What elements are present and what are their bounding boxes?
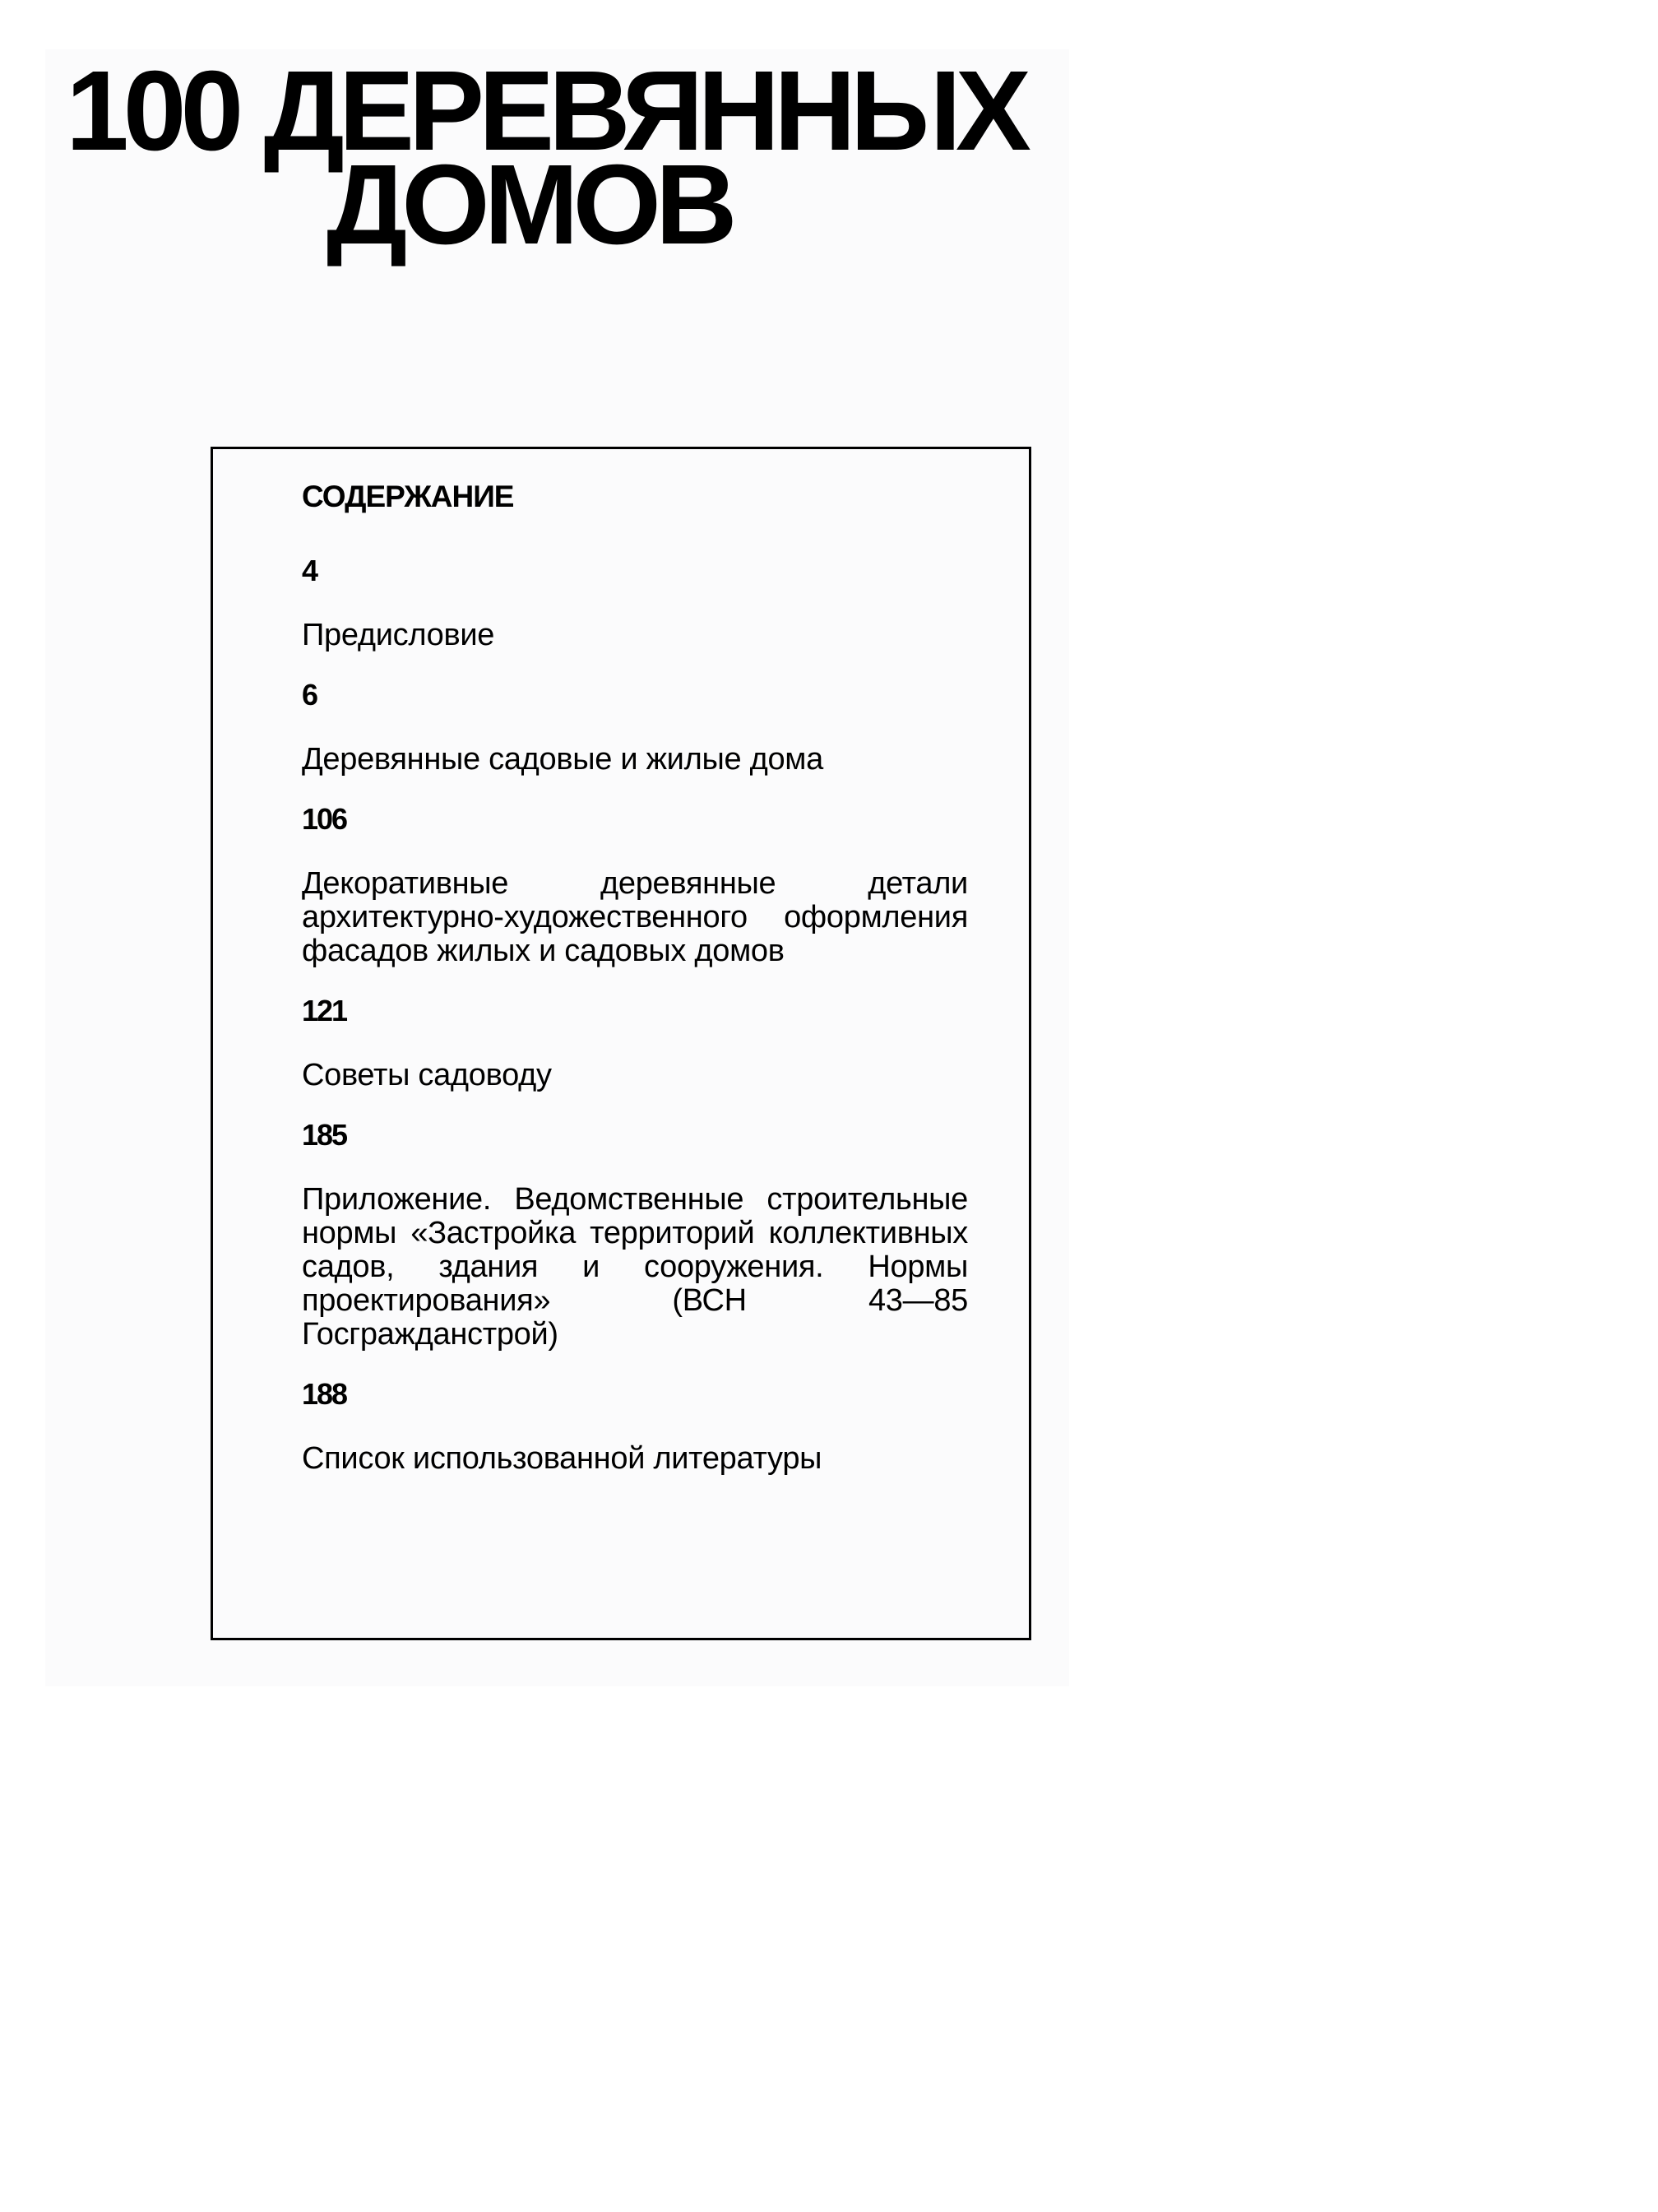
toc-entry-title: Советы садоводу: [302, 1058, 552, 1092]
table-of-contents: [211, 447, 1031, 1640]
toc-entry-houses: [302, 679, 968, 777]
toc-entry-bibliography: [302, 1378, 968, 1476]
toc-content: [302, 479, 968, 1502]
toc-entry-title: Предисловие: [302, 618, 495, 652]
book-title-line-2: ДОМОВ: [327, 141, 732, 268]
toc-entry-decorative-details: [302, 803, 968, 968]
toc-page-number: 6: [302, 678, 317, 712]
toc-page-number: 121: [302, 994, 347, 1027]
toc-entry-title: Декоративные деревянные детали архитектурно-художественного оформления фасадов жилых и садовых домов: [302, 866, 968, 968]
book-title-line-1: 100 ДЕРЕВЯННЫХ: [66, 48, 1026, 174]
toc-entry-preface: [302, 554, 968, 652]
toc-entry-appendix: [302, 1119, 968, 1352]
toc-list: [302, 554, 968, 1476]
toc-entry-title: Приложение. Ведомственные строительные нормы «Застройка территорий коллективных садов, здания и сооружения. Нормы проектирования» (ВСН 43—85 Госгражданстрой): [302, 1182, 968, 1352]
toc-page-number: 4: [302, 554, 317, 587]
toc-page-number: 188: [302, 1377, 347, 1411]
toc-entry-title: Деревянные садовые и жилые дома: [302, 742, 823, 777]
book-title: [66, 48, 1026, 268]
toc-page-number: 106: [302, 802, 347, 836]
toc-heading: СОДЕРЖАНИЕ: [302, 480, 514, 513]
toc-entry-gardener-tips: [302, 995, 968, 1092]
toc-entry-title: Список использованной литературы: [302, 1441, 822, 1476]
toc-page-number: 185: [302, 1118, 347, 1152]
